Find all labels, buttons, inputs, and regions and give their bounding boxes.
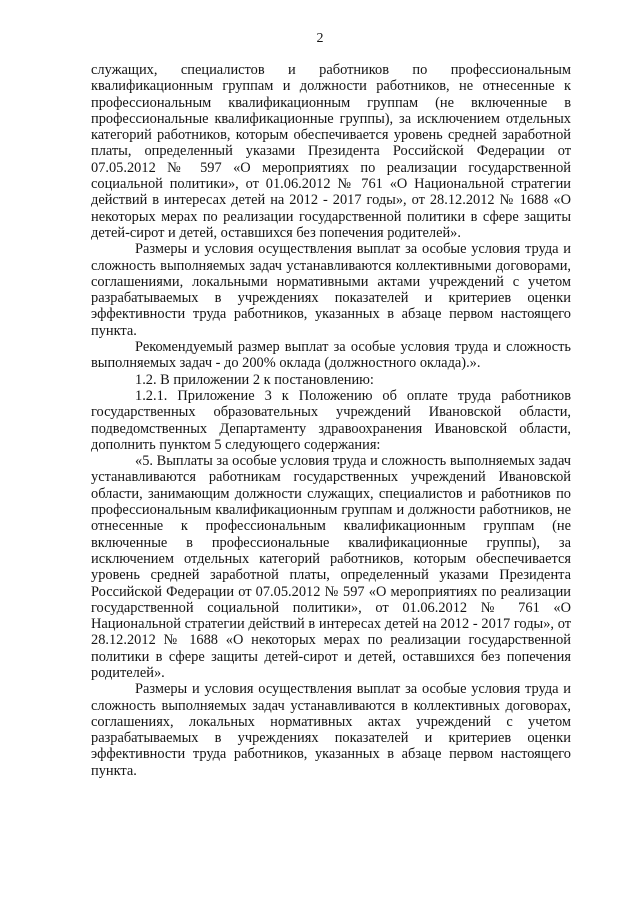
paragraph-point-5: «5. Выплаты за особые условия труда и сложность выполняемых задач устанавливаются работникам государственных учреждений Ивановской области, занимающим должности служащих, специалистов и работников по профессиональным квалификационным группам и должности работников, не отнесенные к профессиональным квалификационным группам (не включенные в профессиональные квалификационные группы), за исключением отдельных категорий работников, которым обеспечивается уровень средней заработной платы, определенный указами Президента Российской Федерации от 07.05.2012 № 597 «О мероприятиях по реализации государственной социальной политики», от 01.06.2012 № 761 «О Национальной стратегии действий в интересах детей на 2012 - 2017 годы», от 28.12.2012 № 1688 «О некоторых мерах по реализации государственной политики в сфере защиты детей-сирот и детей, оставшихся без попечения родителей». (91, 453, 571, 681)
paragraph-payment-conditions: Размеры и условия осуществления выплат за особые условия труда и сложность выполняемых задач устанавливаются коллективными договорами, соглашениями, локальными нормативными актами учреждений с учетом разрабатываемых в учреждениях показателей и критериев оценки эффективности труда работников, указанных в абзаце первом настоящего пункта. (91, 241, 571, 339)
paragraph-item-1-2: 1.2. В приложении 2 к постановлению: (135, 371, 374, 388)
page-number: 2 (316, 31, 324, 46)
paragraph-item-1-2-1: 1.2.1. Приложение 3 к Положению об оплате труда работников государственных образовательных учреждений Ивановской области, подведомственных Департаменту здравоохранения Ивановской области, дополнить пунктом 5 следующего содержания: (91, 387, 571, 453)
paragraph-point-5-conditions: Размеры и условия осуществления выплат за особые условия труда и сложность выполняемых задач устанавливаются в коллективных договорах, соглашениях, локальных нормативных актах учреждений с учетом разрабатываемых в учреждениях показателей и критериев оценки эффективности труда работников, указанных в абзаце первом настоящего пункта. (91, 681, 571, 779)
paragraph-continuation: служащих, специалистов и работников по профессиональным квалификационным группам и должности работников, не отнесенные к профессиональным квалификационным группам (не включенные в профессиональные квалификационные группы), за исключением отдельных категорий работников, которым обеспечивается уровень средней заработной платы, определенный указами Президента Российской Федерации от 07.05.2012 № 597 «О мероприятиях по реализации государственной социальной политики», от 01.06.2012 № 761 «О Национальной стратегии действий в интересах детей на 2012 - 2017 годы», от 28.12.2012 № 1688 «О некоторых мерах по реализации государственной политики в сфере защиты детей-сирот и детей, оставшихся без попечения родителей». (91, 62, 571, 241)
document-body (91, 62, 571, 779)
paragraph-recommended-amount: Рекомендуемый размер выплат за особые условия труда и сложность выполняемых задач - до 200% оклада (должностного оклада).». (91, 339, 571, 372)
